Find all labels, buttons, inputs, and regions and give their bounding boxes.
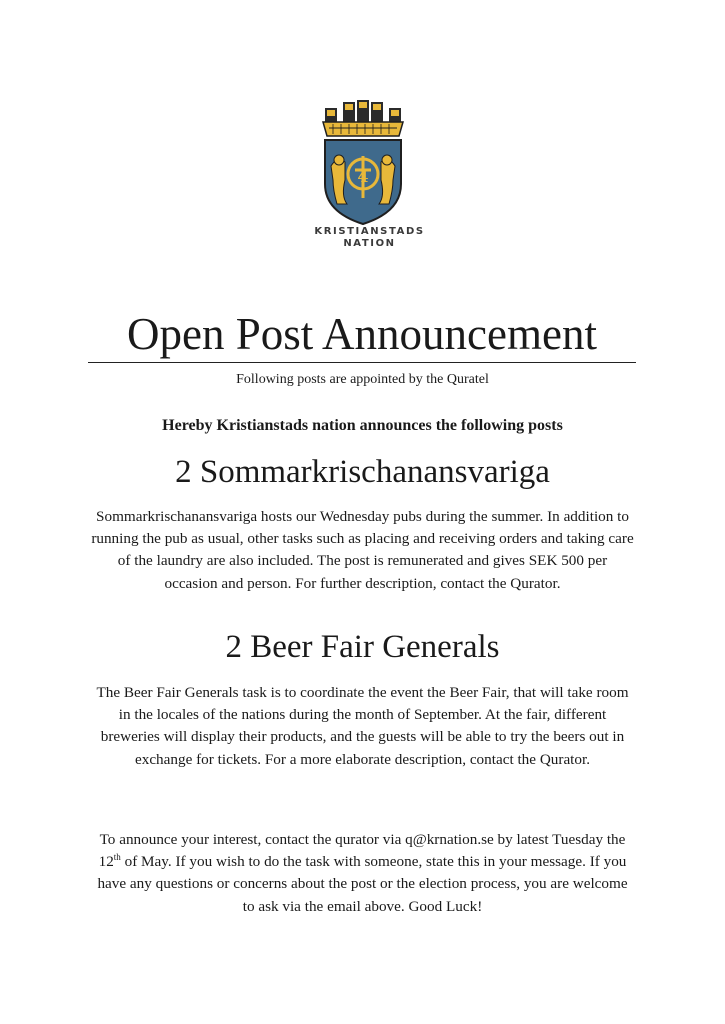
subtitle: Following posts are appointed by the Quratel <box>236 372 489 387</box>
nation-logo <box>0 100 725 250</box>
lead-statement: Hereby Kristianstads nation announces the following posts <box>162 417 563 434</box>
closing-paragraph <box>90 829 635 918</box>
nation-name-line2: NATION <box>343 238 396 249</box>
closing-text-part1: To announce your interest, contact the qurator via q@krnation.se by latest Tuesday the 12 <box>98 831 626 871</box>
post-heading-sommarkrischan: 2 Sommarkrischanansvariga <box>175 454 550 490</box>
svg-text:4: 4 <box>356 167 369 186</box>
post-description-sommarkrischan: Sommarkrischanansvariga hosts our Wednesday pubs during the summer. In addition to running the pub as usual, other tasks such as placing and receiving orders and taking care of the laundry are also included. The post is remunerated and gives SEK 500 per occasion and person. For further description, contact the Qurator. <box>91 508 634 592</box>
post-heading-beer-fair: 2 Beer Fair Generals <box>225 629 500 665</box>
closing-text-part2: of May. If you wish to do the task with someone, state this in your message. If you have any questions or concerns about the post or the election process, you are welcome to ask via the email above. Good Luck! <box>97 853 628 915</box>
nation-name <box>0 226 725 250</box>
coat-of-arms-icon <box>315 100 411 226</box>
date-superscript: th <box>113 852 121 863</box>
post-description-beer-fair: The Beer Fair Generals task is to coordinate the event the Beer Fair, that will take room in the locales of the nations during the month of September. At the fair, different breweries will display their products, and the guests will be able to try the beers out in exchange for tickets. For a more elaborate description, contact the Qurator. <box>96 684 629 768</box>
page-title: Open Post Announcement <box>88 306 636 363</box>
nation-name-line1: KRISTIANSTADS <box>314 226 425 237</box>
crown-icon <box>323 100 403 136</box>
